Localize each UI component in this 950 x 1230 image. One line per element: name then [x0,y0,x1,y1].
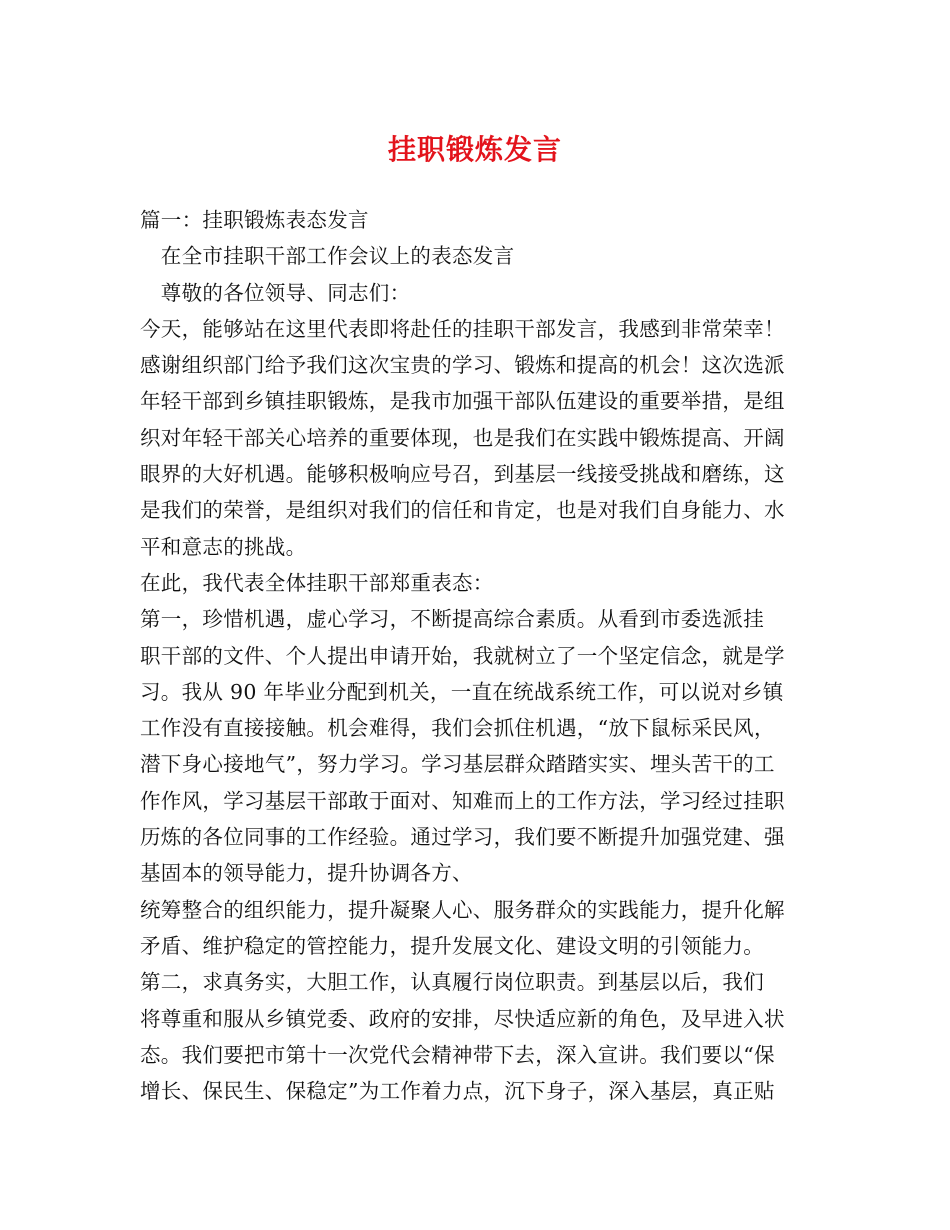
text-line: 矛盾、维护稳定的管控能力，提升发展文化、建设文明的引领能力。 [140,933,764,958]
text-line: 工作没有直接接触。机会难得，我们会抓住机遇，“放下鼠标采民风， [140,716,775,741]
text-line: 在全市挂职干部工作会议上的表态发言 [140,244,515,269]
text-line: 态。我们要把市第十一次党代会精神带下去，深入宣讲。我们要以“保 [140,1042,775,1067]
text-line: 职干部的文件、个人提出申请开始，我就树立了一个坚定信念，就是学 [140,643,785,668]
text-line: 织对年轻干部关心培养的重要体现，也是我们在实践中锻炼提高、开阔 [140,425,785,450]
text-line: 是我们的荣誉，是组织对我们的信任和肯定，也是对我们自身能力、水 [140,498,785,523]
text-line: 篇一：挂职锻炼表态发言 [140,208,369,232]
page-title: 挂职锻炼发言 [387,133,562,166]
text-line: 感谢组织部门给予我们这次宝贵的学习、锻炼和提高的机会！这次选派 [140,353,785,378]
text-line: 历炼的各位同事的工作经验。通过学习，我们要不断提升加强党建、强 [140,825,785,850]
text-line: 作作风，学习基层干部敢于面对、知难而上的工作方法，学习经过挂职 [140,788,785,813]
text-line: 尊敬的各位领导、同志们： [140,280,411,305]
text-line: 将尊重和服从乡镇党委、政府的安排，尽快适应新的角色，及早进入状 [140,1006,785,1031]
text-line: 基固本的领导能力，提升协调各方、 [140,861,473,886]
text-line: 平和意志的挑战。 [140,534,307,559]
text-line: 增长、保民生、保稳定”为工作着力点，沉下身子，深入基层，真正贴 [140,1079,775,1104]
text-line: 第一，珍惜机遇，虚心学习，不断提高综合素质。从看到市委选派挂 [140,607,764,632]
document-body [140,202,820,1109]
text-line: 眼界的大好机遇。能够积极响应号召，到基层一线接受挑战和磨练，这 [140,462,785,487]
text-line: 在此，我代表全体挂职干部郑重表态： [140,570,494,595]
text-line: 统筹整合的组织能力，提升凝聚人心、服务群众的实践能力，提升化解 [140,897,785,922]
text-line: 今天，能够站在这里代表即将赴任的挂职干部发言，我感到非常荣幸！ [140,316,785,341]
text-line: 习。我从 90 年毕业分配到机关，一直在统战系统工作，可以说对乡镇 [140,679,784,704]
text-line: 第二，求真务实，大胆工作，认真履行岗位职责。到基层以后，我们 [140,970,764,995]
text-line: 潜下身心接地气”，努力学习。学习基层群众踏踏实实、埋头苦干的工 [140,752,775,777]
text-line: 年轻干部到乡镇挂职锻炼，是我市加强干部队伍建设的重要举措，是组 [140,389,785,414]
